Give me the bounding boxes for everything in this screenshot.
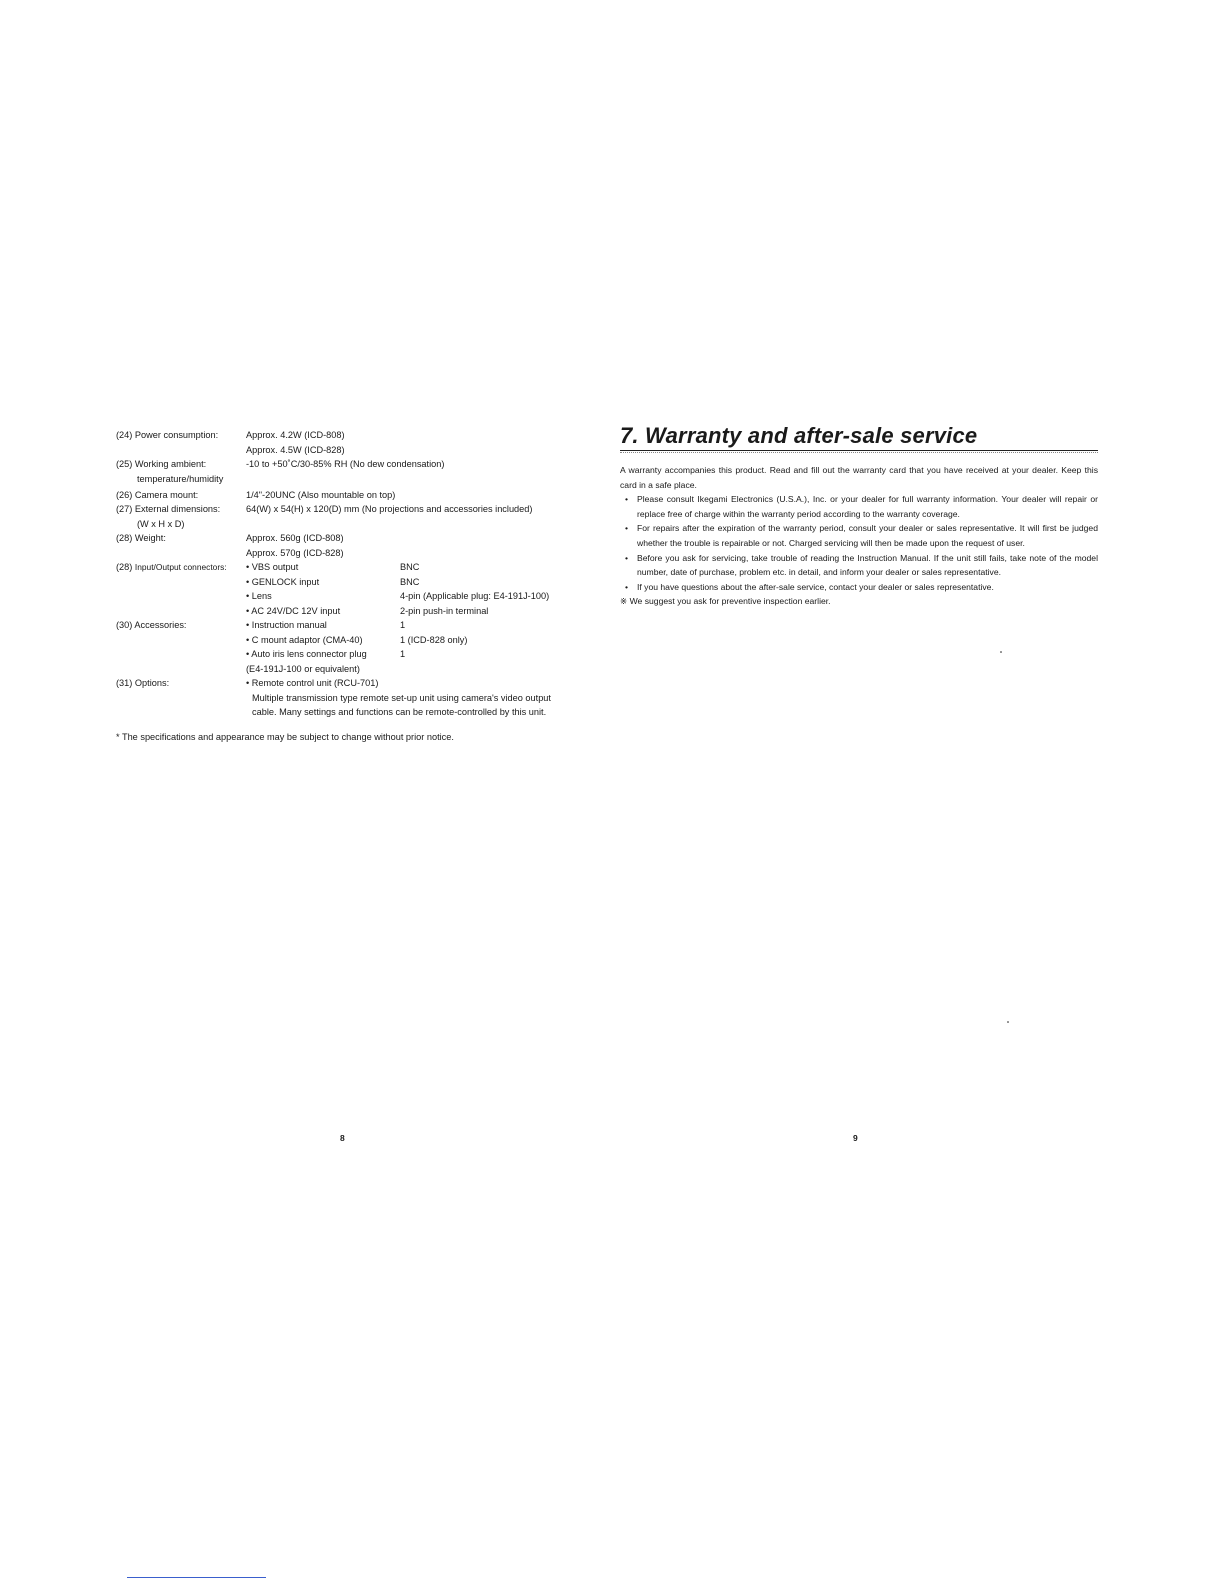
right-page	[612, 0, 1225, 1585]
bottom-link-underline	[127, 1577, 266, 1578]
list-item: • Before you ask for servicing, take trouble of reading the Instruction Manual. If the unit still fails, take note of the model number, date of purchase, problem etc. in detail, and inform your dealer or sales representative.	[625, 552, 1098, 578]
inspection-note: ※ We suggest you ask for preventive inspection earlier.	[620, 596, 831, 607]
list-item: • If you have questions about the after-sale service, contact your dealer or sales representative.	[625, 581, 994, 592]
list-item: • Instruction manual 1	[246, 620, 406, 630]
page-number-left: 8	[340, 1133, 345, 1143]
spec-label: (31) Options:	[116, 678, 170, 688]
spec-label: (25) Working ambient: temperature/humidity	[116, 459, 224, 484]
list-item: • Please consult Ikegami Electronics (U.S.A.), Inc. or your dealer for full warranty information. Your dealer will repair or replace free of charge within the warranty period according to the warranty coverage.	[625, 494, 1098, 519]
warranty-intro: A warranty accompanies this product. Read and fill out the warranty card that you have received at your dealer. Keep this card in a safe place.	[620, 465, 1098, 490]
list-item: • For repairs after the expiration of the warranty period, consult your dealer or sales representative. It will first be judged whether the trouble is repairable or not. Charged servicing will then be made upon the request of user.	[625, 523, 1098, 548]
spec-value: Approx. 4.2W (ICD-808) Approx. 4.5W (ICD-828)	[246, 430, 345, 455]
spec-label: (26) Camera mount:	[116, 490, 199, 500]
section-title: 7. Warranty and after-sale service	[620, 423, 978, 448]
spec-label: (24) Power consumption:	[116, 430, 219, 440]
list-item: • Auto iris lens connector plug 1	[246, 649, 406, 660]
options-text: • Remote control unit (RCU-701) Multiple transmission type remote set-up unit using camera's video output cable. Many settings and functions can be remote-controlled by this unit.	[246, 678, 551, 718]
spec-label: (28) Input/Output connectors:	[116, 562, 227, 572]
list-item: (E4-191J-100 or equivalent)	[246, 663, 360, 674]
warranty-body	[620, 463, 1098, 609]
page-number-right: 9	[853, 1133, 858, 1143]
connectors-list	[246, 560, 596, 618]
spec-value: 1/4"-20UNC (Also mountable on top)	[246, 490, 396, 500]
scan-speck	[1000, 651, 1002, 653]
accessories-list	[246, 618, 596, 676]
list-item: • Lens 4-pin (Applicable plug: E4-191J-100)	[246, 591, 550, 602]
spec-label: (27) External dimensions: (W x H x D)	[116, 504, 221, 529]
list-item: • VBS output BNC	[246, 562, 420, 572]
left-page	[0, 0, 612, 1585]
spec-label: (30) Accessories:	[116, 620, 187, 630]
scan-speck	[1007, 1021, 1009, 1023]
specifications-footnote: * The specifications and appearance may be subject to change without prior notice.	[116, 732, 454, 742]
warranty-bullets	[620, 492, 1098, 594]
spec-value: Approx. 560g (ICD-808) Approx. 570g (ICD-828)	[246, 533, 344, 558]
spec-value: -10 to +50˚C/30-85% RH (No dew condensation)	[246, 459, 445, 469]
spec-value: 64(W) x 54(H) x 120(D) mm (No projections and accessories included)	[246, 504, 533, 514]
list-item: • AC 24V/DC 12V input 2-pin push-in terminal	[246, 605, 489, 616]
list-item: • GENLOCK input BNC	[246, 576, 420, 587]
list-item: • C mount adaptor (CMA-40) 1 (ICD-828 only)	[246, 634, 468, 645]
spec-label: (28) Weight:	[116, 533, 166, 543]
title-underline-dotted	[620, 452, 1098, 453]
